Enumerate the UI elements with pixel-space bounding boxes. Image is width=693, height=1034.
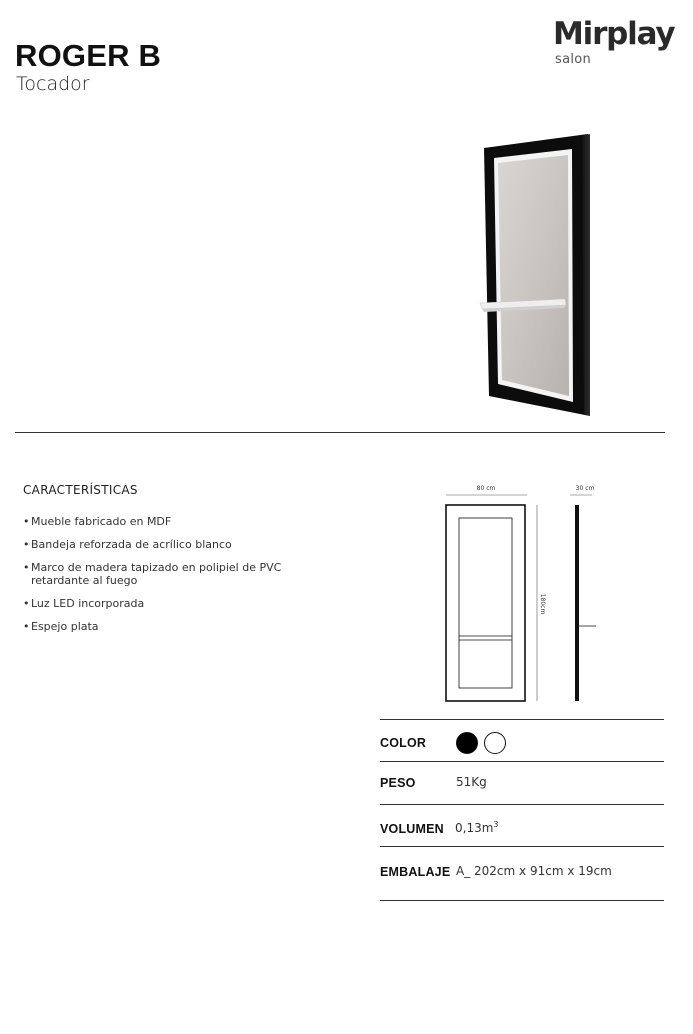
section-divider [15, 432, 665, 433]
spec-row-volumen [380, 804, 664, 846]
product-photo [470, 128, 600, 420]
feature-item: • Luz LED incorporada [23, 597, 293, 610]
dimension-height: 180cm [539, 593, 546, 615]
spec-row-color [380, 719, 664, 761]
feature-item: • Bandeja reforzada de acrílico blanco [23, 538, 293, 551]
spec-row-embalaje [380, 846, 664, 901]
peso-label: PESO [380, 776, 416, 790]
color-swatch-white [484, 732, 506, 754]
embalaje-label: EMBALAJE [380, 865, 451, 879]
color-swatch-black [456, 732, 478, 754]
volumen-label: VOLUMEN [380, 822, 444, 836]
brand-name: Mirplay [553, 16, 675, 52]
color-label: COLOR [380, 736, 427, 750]
features-heading: CARACTERÍSTICAS [23, 483, 138, 497]
technical-drawing [440, 478, 600, 708]
brand-sub: salon [555, 52, 592, 67]
product-title: ROGER B [15, 38, 162, 73]
volumen-exponent: 3 [493, 820, 499, 829]
embalaje-value: A_ 202cm x 91cm x 19cm [456, 864, 612, 878]
specs-table [380, 719, 664, 901]
feature-item: • Espejo plata [23, 620, 293, 633]
features-list [23, 515, 293, 643]
product-subtitle: Tocador [16, 73, 90, 95]
volumen-value [455, 820, 499, 835]
feature-item: • Mueble fabricado en MDF [23, 515, 293, 528]
spec-row-peso [380, 761, 664, 804]
dimension-depth: 30 cm [575, 485, 595, 492]
volumen-number: 0,13m [455, 821, 494, 835]
peso-value: 51Kg [456, 775, 487, 789]
feature-item: • Marco de madera tapizado en polipiel de PVC retardante al fuego [23, 561, 293, 587]
dimension-width: 80 cm [476, 485, 496, 492]
brand-logo [553, 16, 673, 72]
